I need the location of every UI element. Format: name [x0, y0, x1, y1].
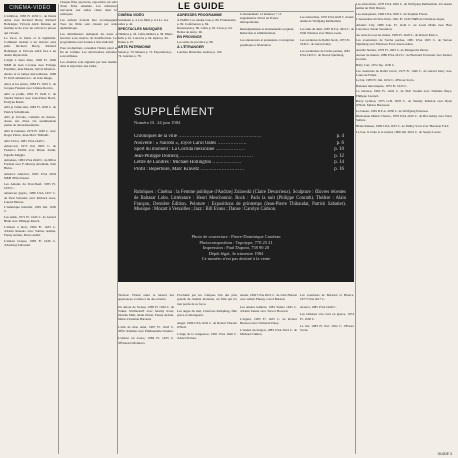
section-text: À PARIS. Les rendez-vous p. 80. Promenades p. 82. Conférences p. 84.	[177, 17, 236, 26]
section-text: Londres, Bruxelles, Genève p. 100.	[177, 49, 223, 54]
section-heading: ADRESSES PROGRAMME	[177, 13, 222, 17]
film-entry: Baby Cart, 1972 Jap. 1h30 C.	[356, 63, 396, 67]
film-entry: Les aventuriers de l'arche perdue, 1981 USA 1h55 C. de Steven Spielberg avec Harrison Ford, Karen Allen.	[356, 38, 452, 47]
film-entry: Taxiwar. Plaisir entre le hasard des apparences, la mise à nu des acteurs.	[118, 293, 174, 302]
film-entry: L'amour braque, 1985 Fr 1h40 C. d'Andrzej Zulawski.	[4, 238, 56, 247]
film-entry: Les années lumière, 1981 Suisse 1h45 C. d'Alain Tanner avec Trevor Howard.	[240, 304, 297, 314]
credit-line: Impression : Paul Dupont, 758 90 20	[202, 245, 270, 251]
film-entry: L'addition, 1983 Fr 1h50 C. de Denis Amar avec Richard Berry, Richard Bohringer, Victoria Abril. Détenu, un homme se lie avec un caïd de la prison qui s'évade.	[4, 14, 56, 35]
film-entry: Le bateau, 1981 R.F.A. 2h30 C. de Wolfgang Petersen.	[356, 108, 429, 113]
section-text: Salons p. 70. Musées p. 72. Expositions p. 74. Galeries p. 78.	[118, 49, 173, 58]
film-entry: Un amour de Swann, 1983 Fr 1h50 C. de Volker Schlöndorff avec Jeremy Irons, Ornella Muti, Alain Delon, Fanny Ardant, Marie-Christine Barrault.	[118, 304, 174, 322]
film-entry: Au nom de tous les miens, 1983 Fr. 2h20 C. de Robert Enrico.	[356, 32, 439, 37]
film-listing-bottom-3	[240, 290, 297, 458]
contents-page: p. 6	[336, 140, 344, 146]
info-text: Les annonceurs et partenaires. Conception graphique et fabrication.	[240, 38, 295, 47]
guide-intro-column	[60, 0, 118, 458]
contents-page: p. 16	[334, 166, 344, 172]
film-entry: Allô je t'aime mal, 1982 Fr. 1h30 C. de Patrick Schulmann.	[4, 105, 56, 114]
section-heading: CINÉMA VIDÉO	[118, 13, 145, 17]
film-entry: Le bal, 1983 Fr. Ital. 1h52 C. d'Ettore Scola.	[300, 323, 354, 333]
film-entry: L'Année du dragon, 1985 USA 2h14 C. de Michael Cimino.	[240, 328, 297, 337]
film-entry: La balance, 1982 Fr. 1h42 C. de Bob Swaim avec Nathalie Baye, Philippe Léotard.	[356, 89, 452, 98]
section-heading: À L'ÉTRANGER	[177, 44, 204, 49]
section-heading: EN PROVINCE	[177, 35, 202, 40]
contents-page: p. 14	[334, 160, 344, 166]
supplement-title: SUPPLÉMENT	[134, 106, 215, 118]
film-entry: L'ange de la vengeance, 1981 USA 1h20 C. d'Abel Ferrara.	[177, 332, 237, 341]
credit-line: Photocomposition : Topotype, 770 25 21	[199, 239, 273, 245]
guide-index-cinema	[118, 12, 174, 94]
column-rule	[355, 4, 356, 454]
guide-note: Les distributeurs indiquent les dates et horaires sous réserve de modification. Les programmes sont donnés à titre indicatif.	[60, 31, 118, 45]
supplement-contents	[134, 134, 344, 174]
film-entry: Aurélia Steiner, 1979 Fr. 1h05 C. de Marguerite Duras.	[356, 47, 429, 52]
film-entry: Angel, 1984 USA 1h32 C. de Robert Vincent O'Neil.	[177, 320, 237, 329]
contents-page: p. 4	[336, 134, 344, 139]
film-entry: Allô ce jardin, 1981 Fr 1h40 C. de Sandra Werner avec Jean-Pierre Bacri, Evelyne Bouix.	[4, 91, 56, 104]
film-entry: Bienvenue Mister Chance, 1979 USA 2h10 C. de Hal Ashby avec Peter Sellers.	[356, 114, 452, 123]
film-entry: Le bon, la brute et le truand, 1966 Ital. 2h41 C. de Sergio Leone.	[356, 129, 442, 134]
contents-row	[134, 160, 344, 167]
film-entry: Amarcord, 1973 Ital. 2h05 C. de Federico Fellini avec Bruno Zanin, Pupella Maggio.	[4, 144, 56, 157]
section-text: Théâtres p. 43. Cafés-théâtres p. 58. Music-halls p. 61. Concerts p. 64. Opéra p. 66. Danse p. 67.	[118, 31, 174, 44]
column-rule	[58, 4, 59, 454]
section-text: Restaurants p. 86. Cafés p. 92. Caves p. 94. Boîtes de nuit p. 96.	[177, 25, 233, 34]
film-entry: Les aristochats, 1970 USA 1h20 C. de Wolfgang Reitherman. Un dessin animé de Walt Disney.	[356, 2, 452, 11]
contents-title: Sport du moment : La Corrida mexicaine ………………	[134, 147, 245, 153]
supplement-box	[118, 96, 354, 282]
film-entry: Barry Lyndon, 1975 G.B. 3h05 C. de Stanley Kubrick avec Ryan O'Neal, Marisa Berenson.	[356, 99, 452, 108]
film-entry: L'amour à mort, 1984 Fr. 1h33 C. d'Alain Resnais avec Sabine Azéma, Fanny Ardant, Pierre Arditi.	[4, 224, 56, 237]
film-entry: Le bal, 1983 Fr. Ital. 1h52 C. d'Ettore Scola.	[356, 78, 415, 83]
credit-line: Ce numéro n'est pas destiné à la vente	[201, 256, 271, 262]
contents-row	[134, 154, 344, 161]
film-entry: Bananes mécaniques, 1973 Fr. 1h25 C.	[356, 83, 408, 88]
film-entry: Les Amis, 1971 Fr. 1h45 C. de Gérard Blain avec Philippe March.	[4, 214, 56, 224]
film-entry: America America, 1963 USA 2h54 N&B d'Elia Kazan.	[4, 172, 56, 181]
page-footer: GUIDE 3	[437, 452, 452, 456]
contents-title: Jean-Philippe Domecq ………………………………………	[134, 153, 253, 159]
section-heading: SPECTACLES MUSIQUES	[118, 26, 163, 31]
guide-note: Les enfants doivent être accompagnés. Tous les films sont classés par ordre alphabétique.	[60, 18, 118, 31]
film-entry: Allô le bonheur, 1979 Fr 1h30 C. avec Roger Pierre, Jean-Marc Thibault.	[4, 129, 56, 138]
film-listing-top-right	[300, 12, 354, 94]
column-rule	[117, 4, 118, 454]
contents-row	[134, 147, 344, 154]
film-entry: Les aventures de Bernard et Bianca, 1977 USA 1h17 C.	[300, 293, 354, 302]
film-entry: Alice et les autres, 1984 Fr. 1h25 C. de Jacques Fansten avec Liliane Rovère.	[4, 81, 56, 91]
film-entry: L'amour en douce, 1984 Fr. 1h35 C. d'Édouard Molinaro.	[118, 336, 174, 345]
film-entry: Autour de minuit, 1986 USA 2h13 C. de Bertrand Tavernier avec Dexter Gordon.	[356, 53, 452, 62]
film-entry: La force, la haine et la légitimité. Comment résister à un univers sans pitié. Richard Berry, Richard Bohringer et Victoria Abril face à un destin implacable.	[4, 36, 56, 57]
film-entry: Amadeus, 1984 USA 2h40 C. de Milos Forman avec F. Murray Abraham, Tom Hulce.	[4, 158, 56, 171]
film-entry: Les ailes du désir, 1987 R.F.A. 2h10 C. de Wim Wenders avec Bruno Ganz.	[300, 26, 354, 35]
film-entry: Les aventuriers de l'arche perdue, 1981 USA 1h55 C. de Steven Spielberg.	[300, 49, 350, 58]
film-entry: L'ami de mon amie, 1987 Fr. 1h43 C. d'Éric Rohmer avec Emmanuelle Chaulet.	[118, 324, 174, 333]
film-entry: Allô je t'écoute, comédie de mœurs, douze ans d'une vie sentimentale pleine de rebondissements.	[4, 115, 56, 128]
contents-page: p. 10	[334, 147, 344, 153]
film-entry: L'Amérique interdite, 1981 Ital. 1h30 C.	[4, 205, 56, 214]
film-entry: Alexis et la lampe merveilleuse, 1969 Fr 1h45 animation C. de Jean Image.	[4, 72, 56, 81]
guide-note: Pour un dépliant, consultez l'index placé en fin de volume. Les abréviations suivantes sont utilisées.	[60, 45, 118, 59]
film-entry: L'aigle à deux têtes, 1948 Fr. 1h40 N&B de Jean Cocteau avec Edwige Feuillère, Jean Marais, Sylvia Monfort.	[4, 58, 56, 71]
film-entry: Les aventures de Rabbi Jacob, 1973 Fr. 1h40 C. de Gérard Oury avec Louis de Funès.	[356, 68, 452, 77]
section-text: Sommaire p. 4. Les films p. 6 à 41. Les salles p. 42.	[118, 17, 169, 26]
film-entry: Les arnaqueurs, 1990 USA 1h50 C. de Stephen Frears.	[356, 11, 429, 16]
film-entry: Allô Victor, 1981 USA 1h40 C.	[4, 138, 46, 143]
guide-info-block	[240, 12, 297, 94]
supplement-subtitle: Numéro 01. 24 juin 1984	[134, 120, 181, 125]
contents-row	[134, 134, 344, 141]
film-entry: Aviator, 1985 USA 1h40 C.	[300, 304, 337, 309]
info-text: L'abonnement: 12 numéros + 12 suppléments. Envoi en France métropolitaine.	[240, 12, 282, 25]
film-entry: Les Amants du Pont-Neuf, 1983 Fr. 1h35 C.	[4, 181, 56, 190]
guide-note: Chaque film, spectacle, exposition est suivi d'une fiche résumée. Les références renvoient aux salles citées dans les rubriques.	[60, 0, 118, 17]
contents-page: p. 12	[334, 153, 344, 159]
film-entry: Les anges du mal, Charlotte Rampling, film grave et dérangeant.	[177, 309, 237, 318]
film-entry: L'Assassinat du Père Noël, 1941 Fr. 1h45 N&B de Christian-Jaque.	[356, 17, 445, 22]
contents-row	[134, 141, 344, 148]
supplement-rubriques: Rubriques : Cinéma : la Femme publique d'Andrzej Zulawski (Claire Devarrieux). Sculpture : Œuvres récentes de Baltasar Lobo. Littérature : Henri Meschonnic. Rock : Paris la nuit (Philippe Conrath). Théâtre : Alain Françon, Dernière Édition. Peinture : Expositions de printemps (Jean-Pierre Thibaudat, Patrick Sabatier). Musique : Mozart à Versailles ; Jazz : Bill Evans ; Danse : Carolyn Carlson.	[134, 190, 346, 213]
guide-note: Les cinémas sont signalés par leur numéro dans le répertoire des salles.	[60, 59, 118, 68]
credit-line: Dépôt légal, 3e trimestre 1984	[208, 250, 264, 256]
film-entry: American gigolo, 1980 USA 1h57 C. de Paul Schrader avec Richard Gere, Lauren Hutton.	[4, 191, 56, 204]
film-entry: Atlantic City, 1980 Can. Fr. 1h44 C. de Louis Malle avec Burt Lancaster, Susan Sarandon.	[356, 22, 452, 31]
film-entry: L'argent, 1983 Fr 1h25 C. de Robert Bresson avec Christian Patey.	[240, 316, 297, 325]
contents-row	[134, 167, 344, 174]
film-listing-bottom-1	[118, 290, 174, 458]
contents-title: Chroniques de la ville ……………………………………………	[134, 134, 262, 139]
contents-title: Lettre de Londres : Michael Hollington ………………	[134, 160, 242, 166]
film-listing-column-1	[4, 14, 56, 458]
cinema-video-header: CINÉMA-VIDÉO	[4, 4, 56, 12]
film-entry: Les aristochats, 1970 USA 1h20 C. dessin animé de Wolfgang Reitherman.	[300, 15, 354, 24]
film-listing-column-right	[356, 2, 452, 458]
film-listing-bottom-2	[177, 290, 237, 458]
contents-title: Profil : Repertoire, Marc Kravetz ………………………	[134, 166, 245, 172]
film-listing-bottom-4	[300, 290, 354, 458]
supplement-credits	[134, 234, 338, 262]
guide-title: LE GUIDE	[178, 1, 225, 11]
contents-title: Nouvelle : « Nairobi », Joyce Carol Oates ………………	[134, 140, 247, 146]
film-entry: Les aventures de Rabbi Jacob, 1973 Fr. 1h40 C. de Gérard Oury.	[300, 37, 351, 47]
section-text: Les salles de province p. 98.	[177, 39, 214, 44]
film-entry: Les bidasses s'en vont en guerre, 1974 Fr. 1h30 C.	[300, 312, 354, 321]
section-heading: ARTS PATRIMOINE	[118, 44, 151, 49]
guide-index-adresses	[177, 12, 237, 94]
film-entry: Blade Runner, 1982 USA 1h57 C. de Ridley Scott avec Harrison Ford.	[356, 124, 450, 128]
credit-line: Photo de couverture : Pierre-Dominique Castéran	[191, 234, 281, 239]
info-text: Renseignements et abonnements au guide. Rédaction et administration.	[240, 27, 295, 36]
film-entry: Annie, 1982 USA 2h10 C. de John Huston avec Albert Finney, Carol Burnett.	[240, 293, 297, 302]
film-entry: Proclamé par les critiques l'un des plus grands du cinéma moderne, un film qui n'a rien perdu de sa force.	[177, 293, 237, 306]
